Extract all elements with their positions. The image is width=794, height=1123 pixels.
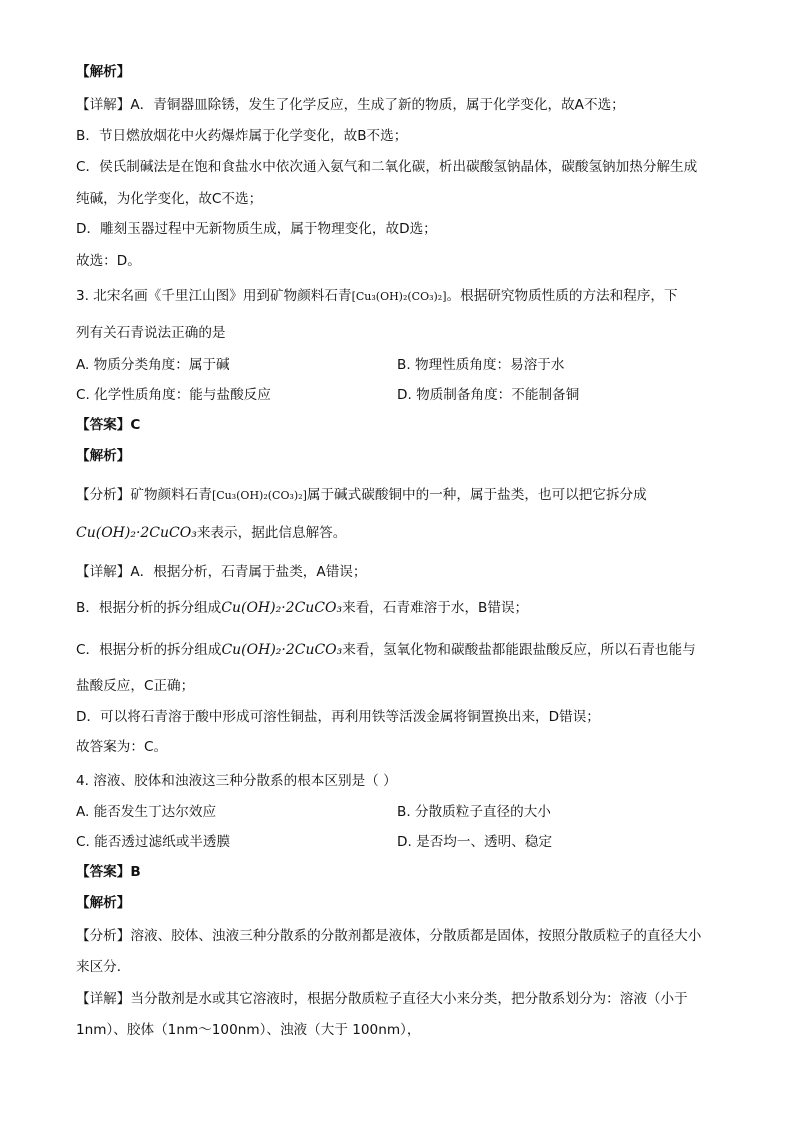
detail-line: B．节日燃放烟花中火药爆炸属于化学变化，故B不选； [76,128,408,144]
detail-line: 纯碱，为化学变化，故C不选； [76,191,263,207]
split-formula: Cu(OH)₂·2CuCO₃ [221,642,343,658]
option-d: D. 是否均一、透明、稳定 [397,834,553,850]
detail-text: C．根据分析的拆分组成 [76,642,222,658]
answer-label: 【答案】C [76,417,141,433]
split-formula: Cu(OH)₂·2CuCO₃ [221,600,343,616]
azurite-formula: [Cu₃(OH)₂(CO₃)₂] [211,489,307,502]
option-c: C. 能否透过滤纸或半透膜 [76,834,231,850]
option-b: B. 物理性质角度：易溶于水 [397,357,565,373]
fenxi-line-2 [76,523,346,543]
detail-line: 【详解】当分散剂是水或其它溶液时，根据分散质粒子直径大小来分类，把分散系划分为：溶液（小于 [76,991,688,1007]
option-d: D. 物质制备角度：不能制备铜 [397,387,580,403]
fenxi-text: 【分析】矿物颜料石青 [76,487,212,503]
fenxi-text-2: 属于碱式碳酸铜中的一种，属于盐类，也可以把它拆分成 [306,487,647,503]
question-3-stem-cont: 列有关石青说法正确的是 [76,325,226,341]
answer-label: 【答案】B [76,864,141,880]
detail-line: 【详解】A．根据分析，石青属于盐类，A错误； [76,564,367,580]
conclusion-line: 故选：D。 [76,253,141,269]
option-c: C. 化学性质角度：能与盐酸反应 [76,387,271,403]
detail-line: C．侯氏制碱法是在饱和食盐水中依次通入氨气和二氧化碳，析出碳酸氢钠晶体，碳酸氢钠加热分解生成 [76,159,698,175]
question-4-stem: 4. 溶液、胶体和浊液这三种分散系的根本区别是（ ） [76,773,397,789]
azurite-formula: [Cu₃(OH)₂(CO₃)₂] [351,290,447,303]
detail-line: D．可以将石青溶于酸中形成可溶性铜盐，再利用铁等活泼金属将铜置换出来，D错误； [76,709,600,725]
split-formula: Cu(OH)₂·2CuCO₃ [76,525,197,541]
question-3-stem-text: 3. 北宋名画《千里江山图》用到矿物颜料石青 [76,288,352,304]
detail-line: 盐酸反应，C正确； [76,678,195,694]
detail-line [76,598,528,618]
detail-line [76,640,696,660]
detail-line: 1nm）、胶体（1nm～100nm）、浊液（大于 100nm）， [76,1022,421,1038]
detail-line: D．雕刻玉器过程中无新物质生成，属于物理变化，故D选； [76,221,437,237]
option-a: A. 能否发生丁达尔效应 [76,804,217,820]
analysis-label: 【解析】 [76,64,131,80]
fenxi-text-3: 来表示，据此信息解答。 [196,525,347,541]
fenxi-line: 【分析】溶液、胶体、浊液三种分散系的分散剂都是液体，分散质都是固体，按照分散质粒子的直径大小 [76,928,702,944]
option-b: B. 分散质粒子直径的大小 [397,804,551,820]
fenxi-line [76,485,647,506]
detail-text: B．根据分析的拆分组成 [76,600,222,616]
fenxi-line-2: 来区分． [76,959,131,975]
question-3-stem [76,286,678,307]
analysis-label: 【解析】 [76,448,131,464]
detail-text-2: 来看，石青难溶于水，B错误； [342,600,529,616]
analysis-label: 【解析】 [76,895,131,911]
question-3-stem-text-2: 。根据研究物质性质的方法和程序，下 [446,288,678,304]
conclusion-line: 故答案为：C。 [76,739,168,755]
detail-text-2: 来看，氢氧化物和碳酸盐都能跟盐酸反应，所以石青也能与 [342,642,696,658]
detail-line: 【详解】A．青铜器皿除锈，发生了化学反应，生成了新的物质，属于化学变化，故A不选； [76,97,625,113]
option-a: A. 物质分类角度：属于碱 [76,357,230,373]
